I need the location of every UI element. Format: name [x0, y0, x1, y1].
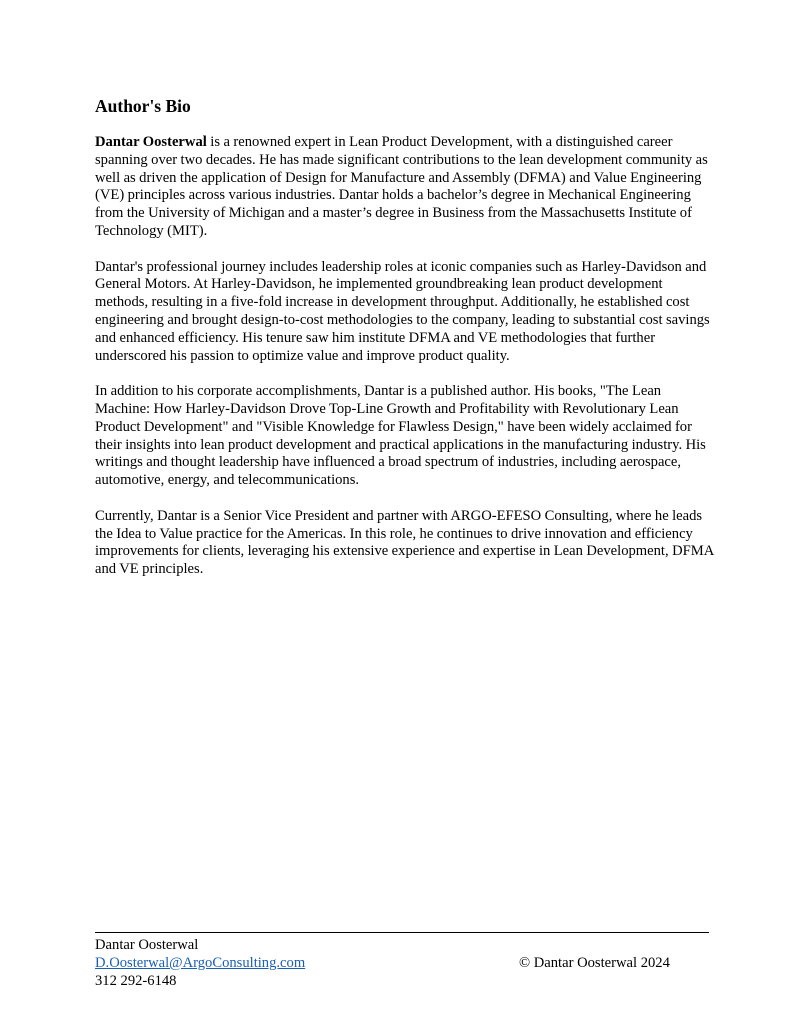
- page-title: Author's Bio: [95, 96, 191, 116]
- footer-copyright: © Dantar Oosterwal 2024: [519, 955, 670, 971]
- footer-phone: 312 292-6148: [95, 973, 177, 989]
- page-footer: [95, 932, 709, 990]
- bio-paragraph-3: In addition to his corporate accomplishments, Dantar is a published author. His books, "The Lean Machine: How Harley-Davidson Drove Top-Line Growth and Profitability with Revolutionary Lean Product Development" and "Visible Knowledge for Flawless Design," have been widely acclaimed for their insights into lean product development and practical applications in the manufacturing industry. His writings and thought leadership have influenced a broad spectrum of industries, including aerospace, automotive, energy, and telecommunications.: [95, 383, 706, 489]
- footer-divider: [95, 932, 709, 933]
- bio-paragraph-1: [95, 134, 715, 241]
- bio-paragraph-2: Dantar's professional journey includes leadership roles at iconic companies such as Harley-Davidson and General Motors. At Harley-Davidson, he implemented groundbreaking lean product development methods, resulting in a five-fold increase in development throughput. Additionally, he established cost engineering and brought design-to-cost methodologies to the company, leading to substantial cost savings and enhanced efficiency. His tenure saw him institute DFMA and VE methodologies that further underscored his passion to optimize value and improve product quality.: [95, 258, 710, 364]
- bio-paragraph-4: Currently, Dantar is a Senior Vice President and partner with ARGO-EFESO Consulting, where he leads the Idea to Value practice for the Americas. In this role, he continues to drive innovation and efficiency improvements for clients, leveraging his extensive experience and expertise in Lean Development, DFMA and VE principles.: [95, 507, 714, 578]
- footer-content: [95, 936, 709, 990]
- footer-email-link[interactable]: D.Oosterwal@ArgoConsulting.com: [95, 955, 306, 971]
- author-name-bold: Dantar Oosterwal: [95, 134, 207, 150]
- footer-name: Dantar Oosterwal: [95, 937, 199, 953]
- document-body: [95, 96, 715, 597]
- bio-paragraph-1-text: is a renowned expert in Lean Product Development, with a distinguished career spanning over two decades. He has made significant contributions to the lean development community as well as driven the application of Design for Manufacture and Assembly (DFMA) and Value Engineering (VE) principles across various industries. Dantar holds a bachelor’s degree in Mechanical Engineering from the University of Michigan and a master’s degree in Business from the Massachusetts Institute of Technology (MIT).: [95, 134, 708, 239]
